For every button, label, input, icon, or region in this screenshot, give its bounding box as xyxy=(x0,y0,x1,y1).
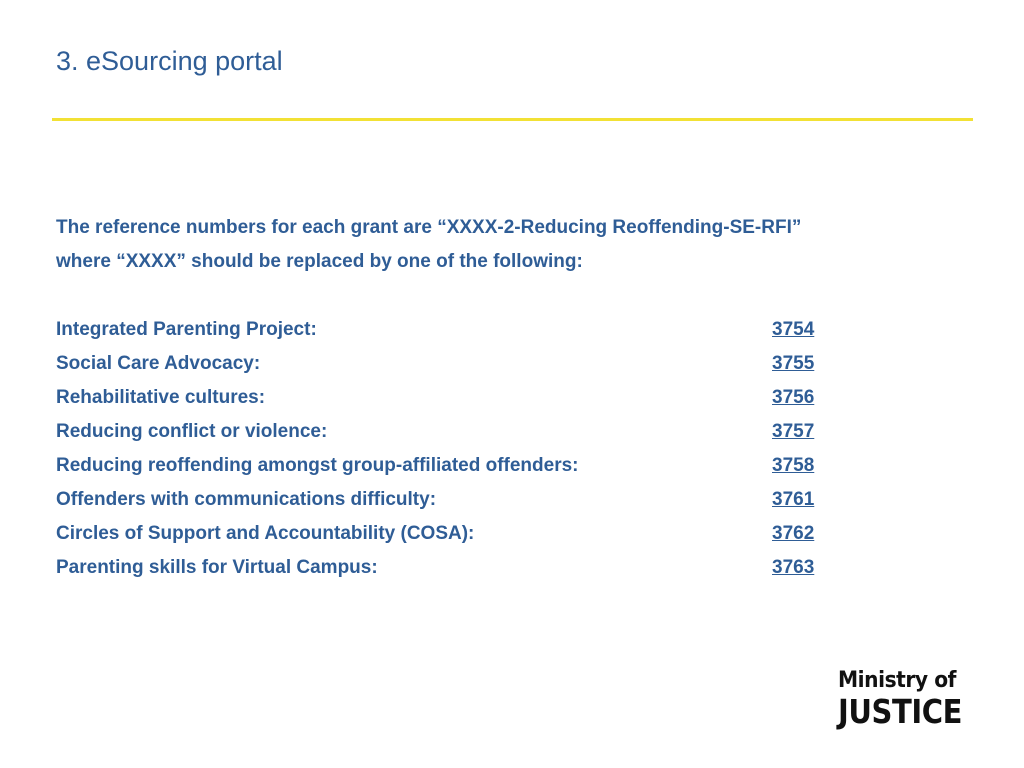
logo-line-1: Ministry of xyxy=(838,668,957,693)
grant-reference-link[interactable]: 3754 xyxy=(772,319,815,340)
logo-line-2: JUSTICE xyxy=(838,692,962,731)
grant-row xyxy=(56,483,856,517)
grant-name: Reducing conflict or violence: xyxy=(56,421,328,442)
grant-reference-link[interactable]: 3757 xyxy=(772,421,815,442)
grant-reference-link[interactable]: 3761 xyxy=(772,489,815,510)
ministry-of-justice-logo xyxy=(838,668,968,730)
grant-reference-link[interactable]: 3762 xyxy=(772,523,815,544)
grant-row xyxy=(56,449,856,483)
intro-line-1: The reference numbers for each grant are “XXXX-2-Reducing Reoffending-SE-RFI” xyxy=(56,217,802,238)
grant-reference-link[interactable]: 3763 xyxy=(772,557,815,578)
grant-reference-link[interactable]: 3755 xyxy=(772,353,815,374)
grant-row xyxy=(56,347,856,381)
grant-name: Reducing reoffending amongst group-affiliated offenders: xyxy=(56,455,579,476)
grant-name: Parenting skills for Virtual Campus: xyxy=(56,557,378,578)
grant-name: Circles of Support and Accountability (COSA): xyxy=(56,523,475,544)
grant-row xyxy=(56,517,856,551)
page-title: 3. eSourcing portal xyxy=(56,46,283,76)
grant-name: Social Care Advocacy: xyxy=(56,353,261,374)
grant-reference-link[interactable]: 3758 xyxy=(772,455,815,476)
grant-name: Offenders with communications difficulty: xyxy=(56,489,437,510)
grant-row xyxy=(56,313,856,347)
grant-row xyxy=(56,415,856,449)
grant-list xyxy=(56,313,856,585)
grant-name: Integrated Parenting Project: xyxy=(56,319,317,340)
intro-line-2: where “XXXX” should be replaced by one of the following: xyxy=(56,251,583,272)
grant-row xyxy=(56,381,856,415)
grant-reference-link[interactable]: 3756 xyxy=(772,387,815,408)
grant-row xyxy=(56,551,856,585)
intro-text xyxy=(56,211,986,279)
grant-name: Rehabilitative cultures: xyxy=(56,387,266,408)
title-divider xyxy=(52,118,973,121)
